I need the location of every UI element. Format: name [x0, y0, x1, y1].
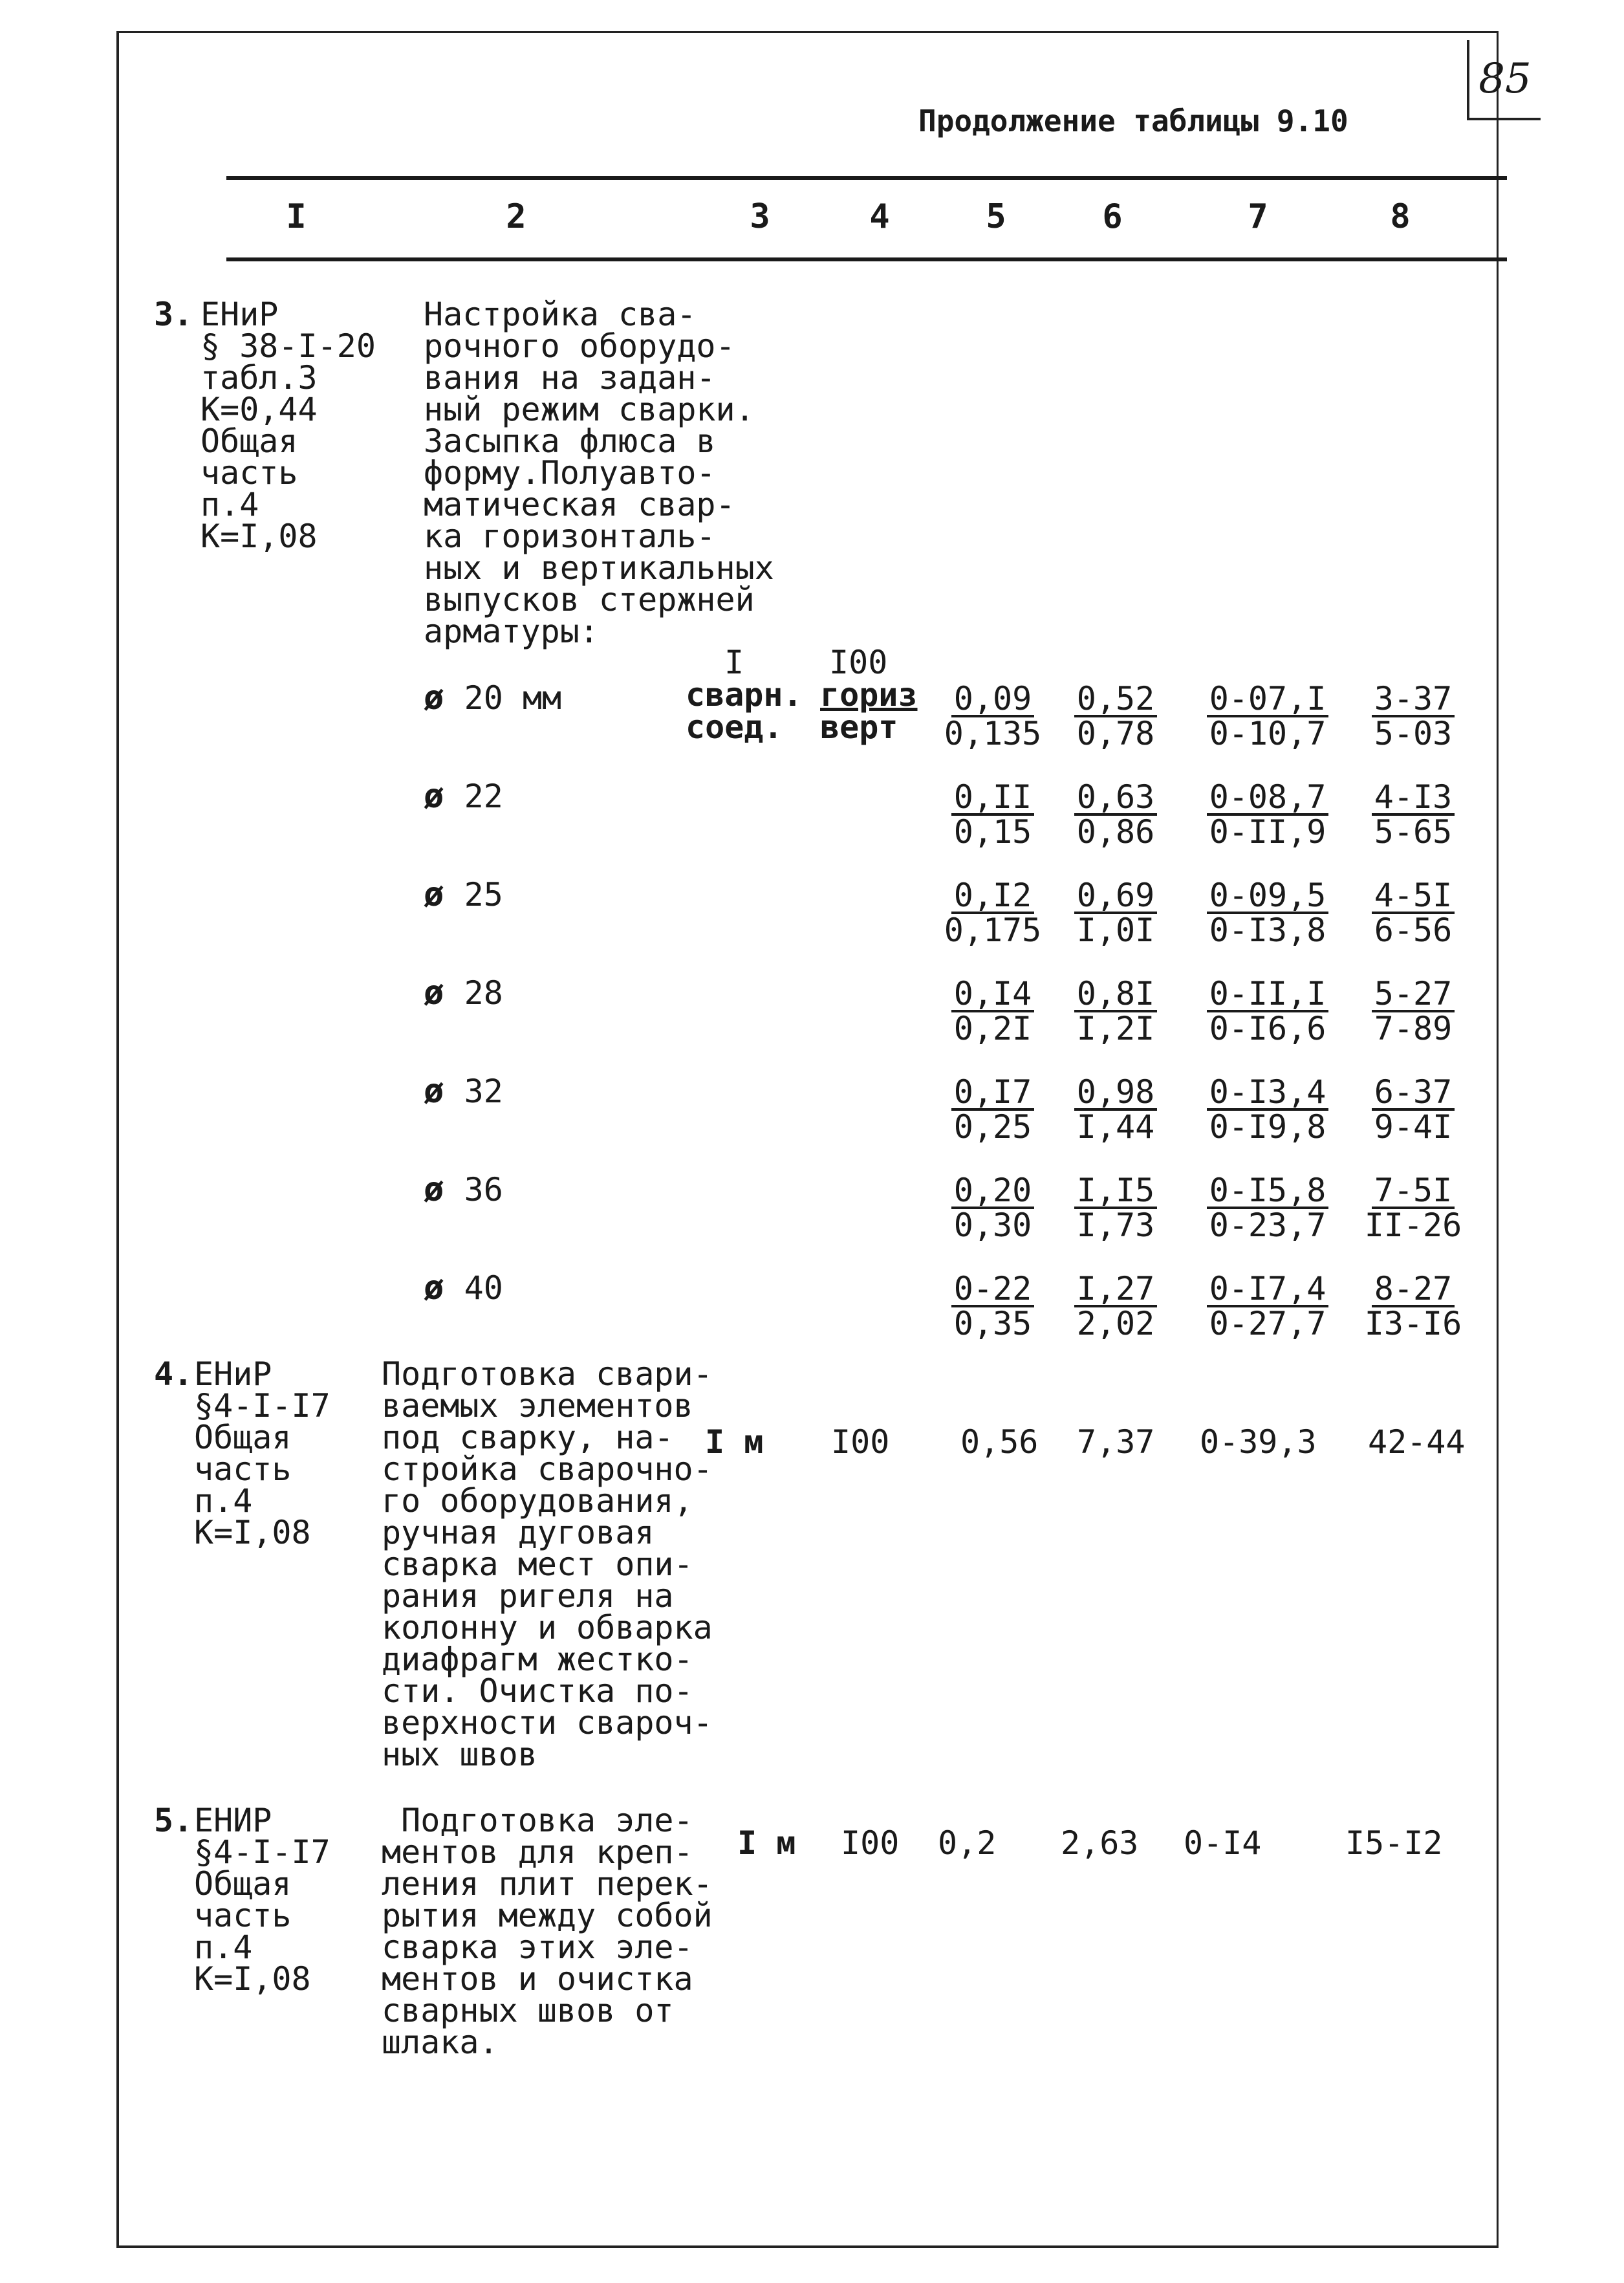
item4-col6: 7,37 — [1077, 1423, 1155, 1461]
fraction-numerator: 0,8I — [1074, 978, 1157, 1012]
item4-ref-line: п.4 — [194, 1482, 253, 1520]
fraction-denominator: 0,15 — [953, 813, 1032, 851]
fraction-denominator: II-26 — [1364, 1207, 1462, 1244]
item4-desc-line: стройка сварочно- — [382, 1450, 713, 1488]
item4-unit: I м — [705, 1423, 764, 1461]
fraction-c6 — [1061, 1073, 1171, 1146]
diameter-value: 22 — [464, 778, 503, 815]
diameter-value: 25 — [464, 876, 503, 913]
diameter-value: 20 мм — [464, 679, 562, 717]
fraction-c5 — [938, 778, 1048, 851]
diameter-symbol-icon: ø — [424, 1269, 464, 1307]
item5-col8: I5-I2 — [1345, 1824, 1443, 1862]
item4-desc-line: сварка мест опи- — [382, 1546, 693, 1583]
item5-col6: 2,63 — [1061, 1824, 1139, 1862]
item5-desc-line: ментов и очистка — [382, 1960, 693, 1998]
fraction-numerator: 3-37 — [1372, 683, 1455, 717]
item3-desc-line: выпусков стержней — [424, 581, 755, 618]
fraction-numerator: 0-I3,4 — [1207, 1076, 1329, 1111]
item5-number: 5. — [154, 1802, 193, 1839]
item4-desc-line: ручная дуговая — [382, 1514, 655, 1551]
fraction-c6 — [1061, 1270, 1171, 1342]
fraction-denominator: 0,135 — [944, 715, 1042, 752]
column-header-8: 8 — [1390, 197, 1411, 236]
header-rule-bottom — [226, 257, 1507, 261]
fraction-numerator: 0,I2 — [951, 879, 1034, 914]
fraction-denominator: 0,35 — [953, 1305, 1032, 1342]
fraction-denominator: 0-23,7 — [1209, 1207, 1326, 1244]
item4-ref-line: Общая — [194, 1419, 292, 1456]
fraction-denominator: I,73 — [1076, 1207, 1155, 1244]
item4-number: 4. — [154, 1355, 193, 1393]
fraction-c5 — [938, 1270, 1048, 1342]
item4-desc-line: рания ригеля на — [382, 1577, 674, 1615]
fraction-numerator: 0,II — [951, 781, 1034, 816]
diameter-symbol-icon: ø — [424, 1072, 464, 1111]
fraction-c8 — [1358, 1172, 1468, 1244]
item4-ref-line: §4-I-I7 — [194, 1387, 330, 1425]
fraction-c7 — [1190, 975, 1345, 1047]
item3-unit-line1: сварн. — [686, 676, 803, 714]
fraction-c6 — [1061, 975, 1171, 1047]
fraction-numerator: 0,63 — [1074, 781, 1157, 816]
fraction-c7 — [1190, 1073, 1345, 1146]
fraction-numerator: 0-22 — [951, 1273, 1034, 1307]
fraction-denominator: I3-I6 — [1364, 1305, 1462, 1342]
item5-unit: I м — [737, 1824, 796, 1862]
item3-desc-line: Засыпка флюса в — [424, 422, 716, 460]
diameter-label — [424, 1072, 503, 1111]
column-header-2: 2 — [506, 197, 526, 236]
item5-col4: I00 — [841, 1824, 900, 1862]
diameter-value: 32 — [464, 1073, 503, 1110]
item3-desc-line: матическая свар- — [424, 486, 735, 523]
item4-col4: I00 — [831, 1423, 890, 1461]
fraction-c7 — [1190, 877, 1345, 949]
item3-ref-line: Общая — [200, 422, 298, 460]
fraction-c5 — [938, 877, 1048, 949]
item4-desc-line: диафрагм жестко- — [382, 1641, 693, 1678]
fraction-denominator: 0-10,7 — [1209, 715, 1326, 752]
item4-desc-line: под сварку, на- — [382, 1419, 674, 1456]
fraction-numerator: I,27 — [1074, 1273, 1157, 1307]
fraction-c8 — [1358, 778, 1468, 851]
item3-ref-line: К=I,08 — [200, 518, 318, 555]
fraction-c8 — [1358, 680, 1468, 752]
fraction-denominator: 0,78 — [1076, 715, 1155, 752]
fraction-numerator: 6-37 — [1372, 1076, 1455, 1111]
item4-desc-line: ных швов — [382, 1736, 537, 1773]
fraction-denominator: 0-I6,6 — [1209, 1010, 1326, 1047]
item5-ref-line: К=I,08 — [194, 1960, 311, 1998]
item5-col7: 0-I4 — [1184, 1824, 1262, 1862]
item4-desc-line: колонну и обварка — [382, 1609, 713, 1646]
item4-desc-line: верхности свароч- — [382, 1704, 713, 1742]
diameter-symbol-icon: ø — [424, 1170, 464, 1209]
fraction-numerator: 0-I5,8 — [1207, 1174, 1329, 1209]
diameter-value: 36 — [464, 1171, 503, 1208]
fraction-numerator: 8-27 — [1372, 1273, 1455, 1307]
continuation-title: Продолжение таблицы 9.10 — [918, 104, 1348, 138]
item3-desc-line: арматуры: — [424, 613, 599, 650]
diameter-symbol-icon: ø — [424, 974, 464, 1012]
item5-ref-line: Общая — [194, 1865, 292, 1903]
item3-ref-line: § 38-I-20 — [200, 327, 376, 365]
fraction-c5 — [938, 680, 1048, 752]
fraction-c7 — [1190, 778, 1345, 851]
diameter-symbol-icon: ø — [424, 777, 464, 816]
item3-ref-line: ЕНиР — [200, 296, 279, 333]
fraction-denominator: 0,25 — [953, 1108, 1032, 1146]
fraction-c8 — [1358, 877, 1468, 949]
fraction-numerator: 0,98 — [1074, 1076, 1157, 1111]
fraction-denominator: I,44 — [1076, 1108, 1155, 1146]
item3-norm-bottom: верт — [820, 708, 898, 746]
item5-ref-line: часть — [194, 1897, 292, 1934]
column-header-7: 7 — [1248, 197, 1268, 236]
diameter-label — [424, 1170, 503, 1209]
fraction-denominator: 5-65 — [1374, 813, 1453, 851]
fraction-numerator: 0-I7,4 — [1207, 1273, 1329, 1307]
fraction-denominator: 6-56 — [1374, 912, 1453, 949]
fraction-numerator: 0,52 — [1074, 683, 1157, 717]
item5-ref-line: §4-I-I7 — [194, 1833, 330, 1871]
fraction-denominator: I,2I — [1076, 1010, 1155, 1047]
fraction-numerator: 0,I4 — [951, 978, 1034, 1012]
fraction-c6 — [1061, 1172, 1171, 1244]
fraction-numerator: 0-II,I — [1207, 978, 1329, 1012]
diameter-label — [424, 974, 503, 1012]
item3-unit-line2: соед. — [686, 708, 783, 746]
item4-ref-line: часть — [194, 1450, 292, 1488]
column-header-5: 5 — [986, 197, 1006, 236]
item4-desc-line: Подготовка свари- — [382, 1355, 713, 1393]
item5-desc-line: сварных швов от — [382, 1992, 674, 2029]
item3-desc-line: рочного оборудо- — [424, 327, 735, 365]
item4-desc-line: го оборудования, — [382, 1482, 693, 1520]
item5-desc-line: сварка этих эле- — [382, 1928, 693, 1966]
fraction-numerator: 5-27 — [1372, 978, 1455, 1012]
fraction-c6 — [1061, 778, 1171, 851]
fraction-denominator: 0-27,7 — [1209, 1305, 1326, 1342]
diameter-label — [424, 777, 503, 816]
fraction-c8 — [1358, 1270, 1468, 1342]
fraction-numerator: 0,09 — [951, 683, 1034, 717]
item3-norm-qty: I00 — [829, 644, 888, 681]
item3-desc-line: ка горизонталь- — [424, 518, 716, 555]
diameter-label — [424, 679, 562, 717]
fraction-denominator: 0-I9,8 — [1209, 1108, 1326, 1146]
item3-ref-line: п.4 — [200, 486, 259, 523]
item3-number: 3. — [154, 296, 193, 333]
fraction-denominator: 2,02 — [1076, 1305, 1155, 1342]
item5-col5: 0,2 — [938, 1824, 997, 1862]
diameter-value: 28 — [464, 974, 503, 1012]
item4-ref-line: ЕНиР — [194, 1355, 272, 1393]
fraction-numerator: 0,69 — [1074, 879, 1157, 914]
item3-unit-qty: I — [724, 644, 744, 681]
fraction-c6 — [1061, 877, 1171, 949]
fraction-numerator: I,I5 — [1074, 1174, 1157, 1209]
diameter-symbol-icon: ø — [424, 679, 464, 717]
item3-ref-line: часть — [200, 454, 298, 492]
item5-desc-line: ментов для креп- — [382, 1833, 693, 1871]
item3-desc-line: ный режим сварки. — [424, 391, 755, 428]
item5-desc-line: ления плит перек- — [382, 1865, 713, 1903]
header-rule-top — [226, 176, 1507, 180]
column-header-3: 3 — [750, 197, 770, 236]
item5-desc-line: шлака. — [382, 2024, 499, 2061]
diameter-value: 40 — [464, 1269, 503, 1307]
item3-ref-line: табл.3 — [200, 359, 318, 397]
fraction-denominator: 7-89 — [1374, 1010, 1453, 1047]
diameter-label — [424, 875, 503, 914]
fraction-denominator: 0,30 — [953, 1207, 1032, 1244]
item4-desc-line: ваемых элементов — [382, 1387, 693, 1425]
fraction-c5 — [938, 1172, 1048, 1244]
item3-desc-line: форму.Полуавто- — [424, 454, 716, 492]
fraction-denominator: 0,86 — [1076, 813, 1155, 851]
fraction-numerator: 4-5I — [1372, 879, 1455, 914]
fraction-denominator: I,0I — [1076, 912, 1155, 949]
page-number: 85 — [1467, 40, 1541, 120]
fraction-c7 — [1190, 1172, 1345, 1244]
item4-col8: 42-44 — [1368, 1423, 1466, 1461]
column-header-1: I — [286, 197, 307, 236]
item4-desc-line: сти. Очистка по- — [382, 1672, 693, 1710]
fraction-denominator: 0,2I — [953, 1010, 1032, 1047]
fraction-numerator: 0-08,7 — [1207, 781, 1329, 816]
item5-desc-line: Подготовка эле- — [382, 1802, 693, 1839]
fraction-c8 — [1358, 1073, 1468, 1146]
diameter-label — [424, 1269, 503, 1307]
item3-norm-top: гориз — [820, 676, 918, 714]
fraction-numerator: 0-09,5 — [1207, 879, 1329, 914]
fraction-c5 — [938, 1073, 1048, 1146]
column-header-4: 4 — [869, 197, 890, 236]
item5-ref-line: ЕНИР — [194, 1802, 272, 1839]
fraction-c8 — [1358, 975, 1468, 1047]
item5-desc-line: рытия между собой — [382, 1897, 713, 1934]
fraction-numerator: 0,I7 — [951, 1076, 1034, 1111]
fraction-denominator: 0-I3,8 — [1209, 912, 1326, 949]
item5-ref-line: п.4 — [194, 1928, 253, 1966]
fraction-c7 — [1190, 1270, 1345, 1342]
fraction-denominator: 5-03 — [1374, 715, 1453, 752]
fraction-numerator: 4-I3 — [1372, 781, 1455, 816]
fraction-c7 — [1190, 680, 1345, 752]
item4-col7: 0-39,3 — [1200, 1423, 1317, 1461]
fraction-numerator: 7-5I — [1372, 1174, 1455, 1209]
item4-col5: 0,56 — [960, 1423, 1039, 1461]
fraction-denominator: 9-4I — [1374, 1108, 1453, 1146]
item3-desc-line: Настройка сва- — [424, 296, 697, 333]
fraction-numerator: 0,20 — [951, 1174, 1034, 1209]
fraction-c6 — [1061, 680, 1171, 752]
fraction-numerator: 0-07,I — [1207, 683, 1329, 717]
item3-desc-line: ных и вертикальных — [424, 549, 774, 587]
column-header-6: 6 — [1102, 197, 1123, 236]
fraction-denominator: 0,175 — [944, 912, 1042, 949]
fraction-denominator: 0-II,9 — [1209, 813, 1326, 851]
item4-ref-line: К=I,08 — [194, 1514, 311, 1551]
fraction-c5 — [938, 975, 1048, 1047]
diameter-symbol-icon: ø — [424, 875, 464, 914]
item3-ref-line: К=0,44 — [200, 391, 318, 428]
item3-desc-line: вания на задан- — [424, 359, 716, 397]
